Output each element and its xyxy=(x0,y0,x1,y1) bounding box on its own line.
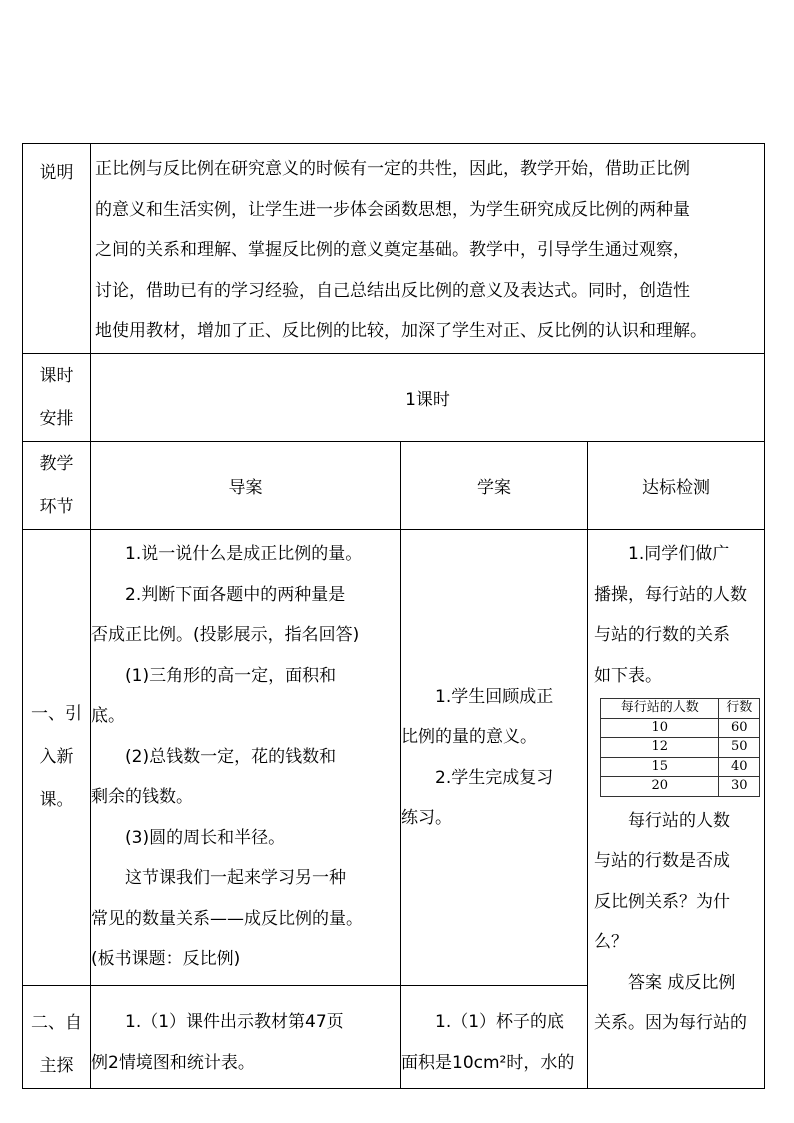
check-line: 么？ xyxy=(594,932,628,952)
section1-guide xyxy=(91,530,401,986)
guide-header: 导案 xyxy=(91,442,401,530)
guide-line: (板书课题：反比例) xyxy=(91,949,241,969)
table-header-people: 每行站的人数 xyxy=(601,699,719,719)
note-line: 的意义和生活实例，让学生进一步体会函数思想，为学生研究成反比例的两种量 xyxy=(95,199,690,220)
schedule-label: 课时 安排 xyxy=(23,354,91,442)
check-header: 达标检测 xyxy=(588,442,765,530)
note-text xyxy=(91,144,765,354)
study-line: 1.学生回顾成正 xyxy=(435,686,554,707)
table-row: 12 50 xyxy=(601,738,760,758)
check-line: 与站的行数是否成 xyxy=(594,851,730,871)
stage-header: 教学 环节 xyxy=(23,442,91,530)
guide-line: 常见的数量关系——成反比例的量。 xyxy=(91,908,363,929)
note-line: 正比例与反比例在研究意义的时候有一定的共性，因此，教学开始，借助正比例 xyxy=(95,159,690,179)
table-row: 15 40 xyxy=(601,757,760,777)
note-line: 讨论，借助已有的学习经验，自己总结出反比例的意义及表达式。同时，创造性 xyxy=(95,280,690,301)
guide-line: (3)圆的周长和半径。 xyxy=(125,827,286,848)
study-line: 面积是10cm²时，水的 xyxy=(401,1052,575,1073)
check-line: 如下表。 xyxy=(594,665,662,686)
guide-line: 2.判断下面各题中的两种量是 xyxy=(125,584,346,605)
check-line: 播操，每行站的人数 xyxy=(594,584,747,605)
guide-line: (2)总钱数一定，花的钱数和 xyxy=(125,746,337,767)
study-line: 练习。 xyxy=(401,808,452,828)
guide-line: 1.（1）课件出示教材第47页 xyxy=(125,1012,344,1032)
rows-people-table xyxy=(600,698,760,797)
guide-line: 例2情境图和统计表。 xyxy=(91,1052,255,1073)
table-row: 20 30 xyxy=(601,777,760,797)
note-row xyxy=(23,144,765,354)
header-row xyxy=(23,442,765,530)
schedule-value: 1课时 xyxy=(91,354,765,442)
note-line: 之间的关系和理解、掌握反比例的意义奠定基础。教学中，引导学生通过观察， xyxy=(95,240,690,260)
section2-guide xyxy=(91,986,401,1089)
check-line: 每行站的人数 xyxy=(628,810,730,831)
check-line: 1.同学们做广 xyxy=(628,544,730,564)
table-header-rows: 行数 xyxy=(719,699,760,719)
check-line: 关系。因为每行站的 xyxy=(594,1013,747,1033)
study-header: 学案 xyxy=(401,442,588,530)
guide-line: 底。 xyxy=(91,706,125,726)
study-line: 1.（1）杯子的底 xyxy=(435,1012,565,1032)
guide-line: (1)三角形的高一定，面积和 xyxy=(125,665,337,686)
check-line: 答案 成反比例 xyxy=(628,972,736,993)
note-label: 说明 xyxy=(23,144,91,354)
guide-line: 剩余的钱数。 xyxy=(91,787,193,807)
check-line: 与站的行数的关系 xyxy=(594,625,730,645)
table-row: 10 60 xyxy=(601,718,760,738)
guide-line: 否成正比例。(投影展示，指名回答) xyxy=(91,625,360,645)
lesson-plan-table xyxy=(22,143,765,1089)
section1-check xyxy=(588,530,765,1089)
section2-label: 二、自 主探 xyxy=(23,986,91,1089)
section1-label: 一、引 入新 课。 xyxy=(23,530,91,986)
schedule-row xyxy=(23,354,765,442)
section1-study xyxy=(401,530,588,986)
note-line: 地使用教材，增加了正、反比例的比较，加深了学生对正、反比例的认识和理解。 xyxy=(95,321,707,341)
check-line: 反比例关系？为什 xyxy=(594,891,730,912)
guide-line: 这节课我们一起来学习另一种 xyxy=(125,868,346,888)
section1-row xyxy=(23,530,765,986)
study-line: 2.学生完成复习 xyxy=(435,767,554,788)
guide-line: 1.说一说什么是成正比例的量。 xyxy=(125,544,363,564)
study-line: 比例的量的意义。 xyxy=(401,727,537,747)
section2-study xyxy=(401,986,588,1089)
